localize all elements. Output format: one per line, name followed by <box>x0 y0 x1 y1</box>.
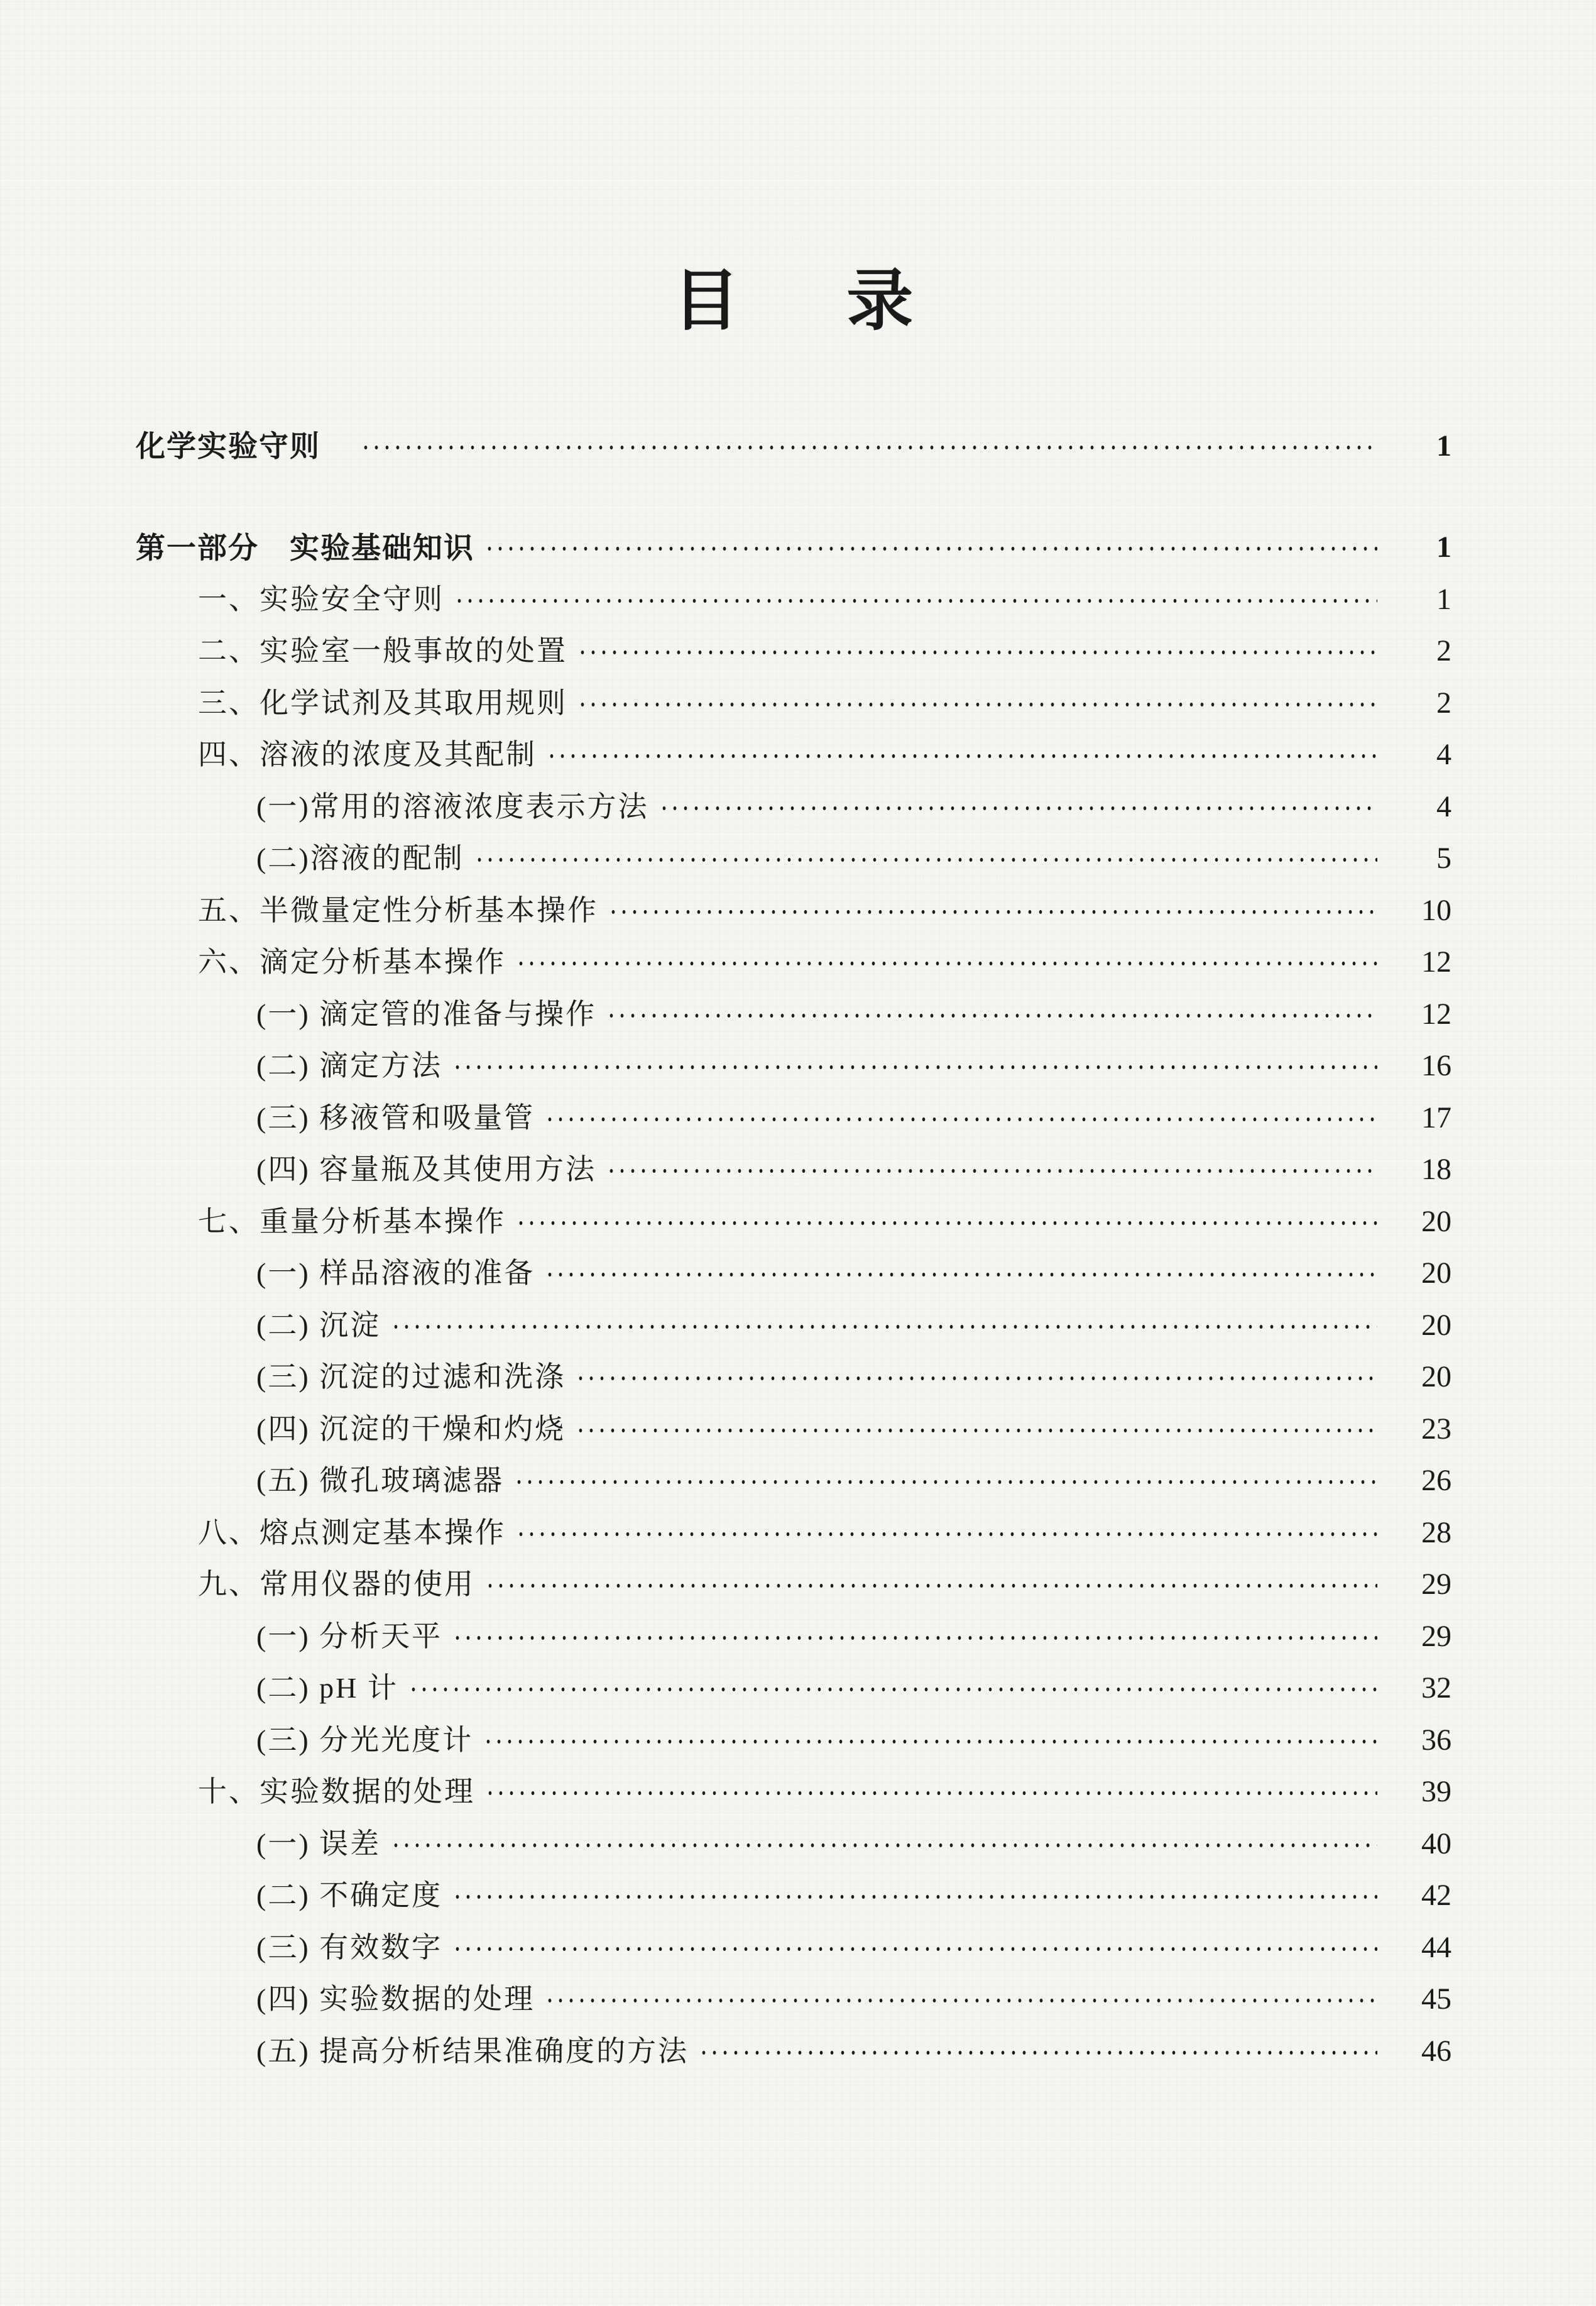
toc-entry-page: 29 <box>1421 1568 1451 1601</box>
toc-entry-page: 42 <box>1421 1879 1451 1913</box>
toc-entry <box>136 1818 1451 1870</box>
toc-entry-label: (一) 样品溶液的准备 <box>256 1257 535 1290</box>
toc-entry <box>136 522 1451 574</box>
toc-entry-page: 40 <box>1421 1826 1451 1860</box>
toc-entry <box>136 1144 1451 1196</box>
toc-entry <box>136 420 1451 472</box>
toc-entry <box>136 1610 1451 1662</box>
toc-entry <box>136 884 1451 936</box>
toc-entry <box>136 1507 1451 1559</box>
toc-entry <box>136 1870 1451 1922</box>
toc-entry <box>136 1766 1451 1818</box>
dot-leader <box>485 1777 1377 1809</box>
toc-entry-label: 二、实验室一般事故的处置 <box>198 635 567 667</box>
toc-entry-label: 十、实验数据的处理 <box>198 1776 475 1808</box>
toc-entry <box>136 1662 1451 1715</box>
dot-leader <box>485 1570 1377 1601</box>
toc-entry <box>136 1403 1451 1455</box>
toc-entry-page: 20 <box>1421 1360 1451 1394</box>
toc-entry-label: (五) 提高分析结果准确度的方法 <box>256 2034 689 2067</box>
toc-entry-label: (一) 误差 <box>256 1827 381 1860</box>
toc-entry-page: 20 <box>1421 1256 1451 1290</box>
toc-entry-label: (二) 滴定方法 <box>256 1050 443 1082</box>
toc-entry-label: (二) 不确定度 <box>256 1879 443 1912</box>
toc-entry-page: 5 <box>1436 842 1451 876</box>
dot-leader <box>391 1830 1377 1861</box>
dot-leader <box>516 1207 1377 1239</box>
dot-leader <box>608 896 1377 928</box>
dot-leader <box>391 1311 1377 1342</box>
toc-entry-page: 1 <box>1436 429 1451 463</box>
toc-entry-page: 1 <box>1436 530 1451 564</box>
toc-entry-page: 44 <box>1421 1930 1451 1964</box>
toc-entry-page: 4 <box>1436 738 1451 772</box>
toc-entry <box>136 677 1451 729</box>
dot-leader <box>454 585 1377 617</box>
page-title: 目 录 <box>672 265 915 338</box>
toc-entry-label: 一、实验安全守则 <box>198 583 444 615</box>
toc-entry-label: (一) 滴定管的准备与操作 <box>256 997 597 1030</box>
dot-leader <box>545 1985 1377 2016</box>
toc-entry-page: 17 <box>1421 1101 1451 1134</box>
dot-leader <box>452 1051 1377 1083</box>
toc-entry <box>136 833 1451 885</box>
toc-entry <box>136 1092 1451 1144</box>
dot-leader <box>545 1259 1377 1290</box>
dot-leader <box>659 793 1377 824</box>
toc-entry-label: 九、常用仪器的使用 <box>198 1568 475 1601</box>
toc-entry-page: 20 <box>1421 1308 1451 1342</box>
toc-entry <box>136 625 1451 678</box>
toc-entry-page: 4 <box>1436 789 1451 823</box>
dot-leader <box>699 2037 1377 2068</box>
dot-leader <box>576 1363 1377 1394</box>
toc-entry-page: 12 <box>1421 997 1451 1031</box>
dot-leader <box>408 1674 1377 1705</box>
toc-entry-label: (三) 分光光度计 <box>256 1723 474 1756</box>
dot-leader <box>452 1622 1377 1654</box>
toc-entry-label: (四) 沉淀的干燥和灼烧 <box>256 1412 566 1445</box>
dot-leader <box>474 844 1377 876</box>
toc-entry-label: (三) 沉淀的过滤和洗涤 <box>256 1361 566 1393</box>
dot-leader <box>577 689 1377 720</box>
toc-entry-label: (四) 容量瓶及其使用方法 <box>256 1153 597 1186</box>
toc-entry-label: 三、化学试剂及其取用规则 <box>198 686 567 719</box>
dot-leader <box>606 1000 1377 1031</box>
toc-entry-label: (五) 微孔玻璃滤器 <box>256 1464 505 1497</box>
dot-leader <box>361 432 1377 463</box>
dot-leader <box>452 1881 1377 1913</box>
toc-entry <box>136 1040 1451 1092</box>
toc-entry-page: 36 <box>1421 1723 1451 1757</box>
toc-entry-label: 六、滴定分析基本操作 <box>198 946 506 979</box>
toc-entry-page: 10 <box>1421 893 1451 927</box>
toc-entry <box>136 1974 1451 2026</box>
toc-entry <box>136 2025 1451 2077</box>
toc-entry-page: 29 <box>1421 1619 1451 1653</box>
toc-entry <box>136 1559 1451 1611</box>
dot-leader <box>577 637 1377 668</box>
dot-leader <box>545 1104 1377 1135</box>
toc-entry-label: 四、溶液的浓度及其配制 <box>198 738 537 771</box>
toc-list <box>136 420 1451 2077</box>
dot-leader <box>516 1518 1377 1550</box>
toc-entry <box>136 1921 1451 1974</box>
toc-entry-page: 23 <box>1421 1412 1451 1446</box>
toc-entry-label: (一)常用的溶液浓度表示方法 <box>256 790 649 823</box>
toc-entry-page: 18 <box>1421 1153 1451 1187</box>
dot-leader <box>484 533 1377 564</box>
dot-leader <box>606 1155 1377 1187</box>
toc-entry-label: 七、重量分析基本操作 <box>198 1205 506 1238</box>
toc-entry-page: 16 <box>1421 1049 1451 1083</box>
toc-entry-page: 2 <box>1436 686 1451 720</box>
toc-entry <box>136 1714 1451 1766</box>
toc-entry-label: (三) 移液管和吸量管 <box>256 1101 535 1134</box>
toc-entry <box>136 1195 1451 1248</box>
toc-entry <box>136 936 1451 989</box>
toc-entry-label: (二) pH 计 <box>256 1672 398 1705</box>
dot-leader <box>514 1466 1377 1498</box>
toc-entry-label: 化学实验守则 <box>136 429 320 463</box>
toc-entry-page: 1 <box>1436 582 1451 616</box>
toc-entry-page: 32 <box>1421 1671 1451 1705</box>
toc-entry-page: 20 <box>1421 1204 1451 1238</box>
toc-entry-page: 46 <box>1421 2034 1451 2068</box>
toc-entry-label: 五、半微量定性分析基本操作 <box>198 894 598 926</box>
toc-entry-label: (二)溶液的配制 <box>256 842 464 875</box>
dot-leader <box>516 948 1377 979</box>
toc-entry-label: (三) 有效数字 <box>256 1931 443 1963</box>
toc-entry <box>136 1299 1451 1351</box>
toc-entry <box>136 1248 1451 1300</box>
toc-entry <box>136 1455 1451 1507</box>
toc-entry-page: 12 <box>1421 945 1451 979</box>
toc-entry-page: 2 <box>1436 634 1451 668</box>
toc-entry-label: (四) 实验数据的处理 <box>256 1983 535 2016</box>
toc-entry <box>136 781 1451 833</box>
dot-leader <box>452 1933 1377 1965</box>
toc-entry <box>136 988 1451 1040</box>
dot-leader <box>576 1415 1377 1446</box>
dot-leader <box>483 1726 1377 1757</box>
toc-entry-label: 第一部分 实验基础知识 <box>136 530 474 564</box>
toc-entry <box>136 729 1451 781</box>
toc-entry-label: (二) 沉淀 <box>256 1309 381 1341</box>
dot-leader <box>547 740 1377 772</box>
toc-entry-label: (一) 分析天平 <box>256 1620 443 1652</box>
toc-entry <box>136 1351 1451 1403</box>
toc-entry-page: 28 <box>1421 1515 1451 1549</box>
toc-entry <box>136 573 1451 625</box>
toc-entry-label: 八、熔点测定基本操作 <box>198 1516 506 1549</box>
toc-entry-page: 45 <box>1421 1982 1451 2016</box>
toc-entry-page: 26 <box>1421 1464 1451 1498</box>
toc-entry-page: 39 <box>1421 1775 1451 1809</box>
